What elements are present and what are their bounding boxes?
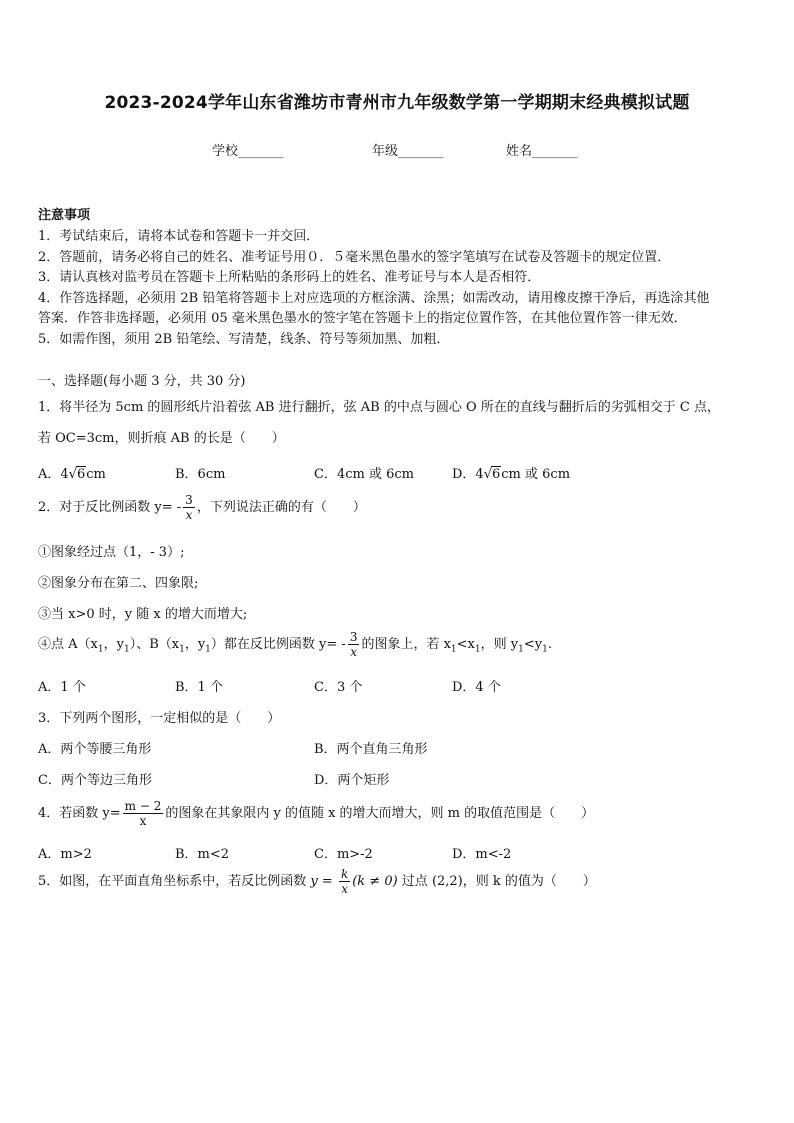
s4-text: <x [456, 637, 475, 652]
s4-text: <y [523, 637, 543, 652]
q3-option-a[interactable]: A．两个等腰三角形 [38, 742, 152, 757]
school-field[interactable]: 学校_______ [212, 144, 284, 159]
subscript: 1 [179, 644, 185, 655]
notice-heading: 注意事项 [38, 208, 91, 223]
sqrt-sign: √ [483, 467, 492, 482]
s4-text: ）、B（x [129, 637, 180, 652]
q2-statement-4 [38, 631, 552, 658]
fraction-numerator: 3 [185, 493, 193, 507]
q5-var-y: y [310, 874, 318, 889]
q2-fraction [183, 494, 195, 521]
notice-item-4-cont: 答案．作答非选择题，必须用 05 毫米黑色墨水的签字笔在答题卡上的指定位置作答，在其他位置作答一律无效． [38, 311, 687, 326]
q5-fraction [339, 868, 350, 895]
fraction-denominator: x [185, 508, 193, 522]
q5-condition: (k ≠ 0) [352, 874, 398, 889]
subscript: 1 [542, 644, 548, 655]
q5-stem-prefix: 5．如图，在平面直角坐标系中，若反比例函数 [38, 874, 311, 889]
q4-stem-prefix: 4．若函数 y= [38, 806, 121, 821]
q4-fraction [123, 800, 164, 827]
q4-option-c[interactable]: C．m>-2 [314, 847, 373, 862]
q2-option-c[interactable]: C．3 个 [314, 680, 363, 695]
q1-option-a-unit: cm [86, 467, 106, 482]
q1-stem-line2: 若 OC=3cm，则折痕 AB 的长是（ ） [38, 431, 285, 446]
notice-item-3: 3．请认真核对监考员在答题卡上所粘贴的条形码上的姓名、准考证号与本人是否相符． [38, 270, 541, 285]
s4-text: ）都在反比例函数 y= - [210, 637, 346, 652]
notice-item-4: 4．作答选择题，必须用 2B 铅笔将答题卡上对应选项的方框涂满、涂黑；如需改动，请用橡皮擦干净后，再选涂其他 [38, 291, 710, 306]
q1-option-b[interactable]: B．6cm [175, 467, 226, 482]
q1-stem-line1: 1．将半径为 5cm 的圆形纸片沿着弦 AB 进行翻折，弦 AB 的中点与圆心 O 所在的直线与翻折后的劣弧相交于 C 点， [38, 400, 720, 415]
s4-text: ，y [184, 637, 206, 652]
subscript: 1 [450, 644, 457, 655]
q4-option-a[interactable]: A．m>2 [38, 847, 92, 862]
q5-point: (2,2) [431, 874, 463, 889]
subscript: 1 [474, 644, 481, 655]
s4-text: . [547, 637, 552, 652]
q2-statement-2: ②图象分布在第二、四象限; [38, 576, 199, 591]
q4-stem [38, 800, 594, 827]
q5-equals: = [317, 874, 337, 889]
q1-option-a-radicand: 6 [76, 467, 86, 482]
page-title: 2023-2024学年山东省潍坊市青州市九年级数学第一学期期末经典模拟试题 [104, 93, 690, 113]
fraction-numerator: m − 2 [124, 799, 162, 813]
section-heading: 一、选择题(每小题 3 分，共 30 分) [38, 374, 246, 389]
q1-option-d-radicand: 6 [492, 467, 501, 482]
s4-text: ④点 A（x [38, 637, 98, 652]
q2-option-d[interactable]: D．4 个 [452, 680, 501, 695]
grade-field[interactable]: 年级_______ [372, 144, 444, 159]
fraction-denominator: x [350, 645, 358, 659]
q1-option-a[interactable] [38, 463, 106, 482]
s4-text: ，y [103, 637, 124, 652]
q2-stem-prefix: 2．对于反比例函数 y= - [38, 500, 182, 515]
q3-stem: 3．下列两个图形，一定相似的是（ ） [38, 711, 281, 726]
notice-item-2: 2．答题前，请务必将自己的姓名、准考证号用０．５毫米黑色墨水的签字笔填写在试卷及答题卡的规定位置． [38, 250, 671, 265]
q2-stem [38, 494, 366, 521]
q2-option-a[interactable]: A．1 个 [38, 680, 86, 695]
fraction-numerator: 3 [349, 630, 358, 644]
s4-text: ，则 y [480, 637, 519, 652]
q3-option-b[interactable]: B．两个直角三角形 [314, 742, 428, 757]
q3-option-c[interactable]: C．两个等边三角形 [38, 773, 152, 788]
q2-statement-1: ①图象经过点（1，- 3）; [38, 545, 185, 560]
q1-option-d-coef: D．4 [452, 467, 484, 482]
q2-option-b[interactable]: B．1 个 [175, 680, 223, 695]
q1-option-a-coef: A．4 [38, 467, 69, 482]
notice-item-1: 1．考试结束后，请将本试卷和答题卡一并交回． [38, 229, 320, 244]
q5-stem [38, 868, 596, 895]
q2-statement-4-fraction [348, 631, 360, 658]
q1-option-c[interactable]: C．4cm 或 6cm [314, 467, 414, 482]
q1-option-d[interactable] [452, 463, 570, 482]
s4-text: 的图象上，若 x [361, 637, 451, 652]
fraction-numerator: k [340, 867, 349, 881]
q3-option-d[interactable]: D．两个矩形 [314, 773, 390, 788]
q1-option-d-unit: cm 或 6cm [501, 467, 571, 482]
sqrt-sign: √ [68, 467, 77, 482]
q4-option-b[interactable]: B．m<2 [175, 847, 230, 862]
fraction-denominator: x [341, 882, 348, 896]
notice-item-5: 5．如需作图，须用 2B 铅笔绘、写清楚，线条、符号等须加黑、加粗． [38, 332, 450, 347]
fraction-denominator: x [139, 814, 147, 828]
subscript: 1 [97, 644, 104, 655]
q4-stem-suffix: 的图象在其象限内 y 的值随 x 的增大而增大，则 m 的取值范围是（ ） [165, 806, 595, 821]
q4-option-d[interactable]: D．m<-2 [452, 847, 512, 862]
q2-statement-3: ③当 x>0 时，y 随 x 的增大而增大; [38, 607, 248, 622]
q2-stem-suffix: ，下列说法正确的有（ ） [196, 500, 366, 515]
subscript: 1 [123, 644, 130, 655]
subscript: 1 [518, 644, 524, 655]
name-field[interactable]: 姓名_______ [506, 144, 578, 159]
subscript: 1 [205, 644, 211, 655]
q5-stem-suffix: ，则 k 的值为（ ） [462, 874, 596, 889]
q5-mid: 过点 [397, 874, 432, 889]
